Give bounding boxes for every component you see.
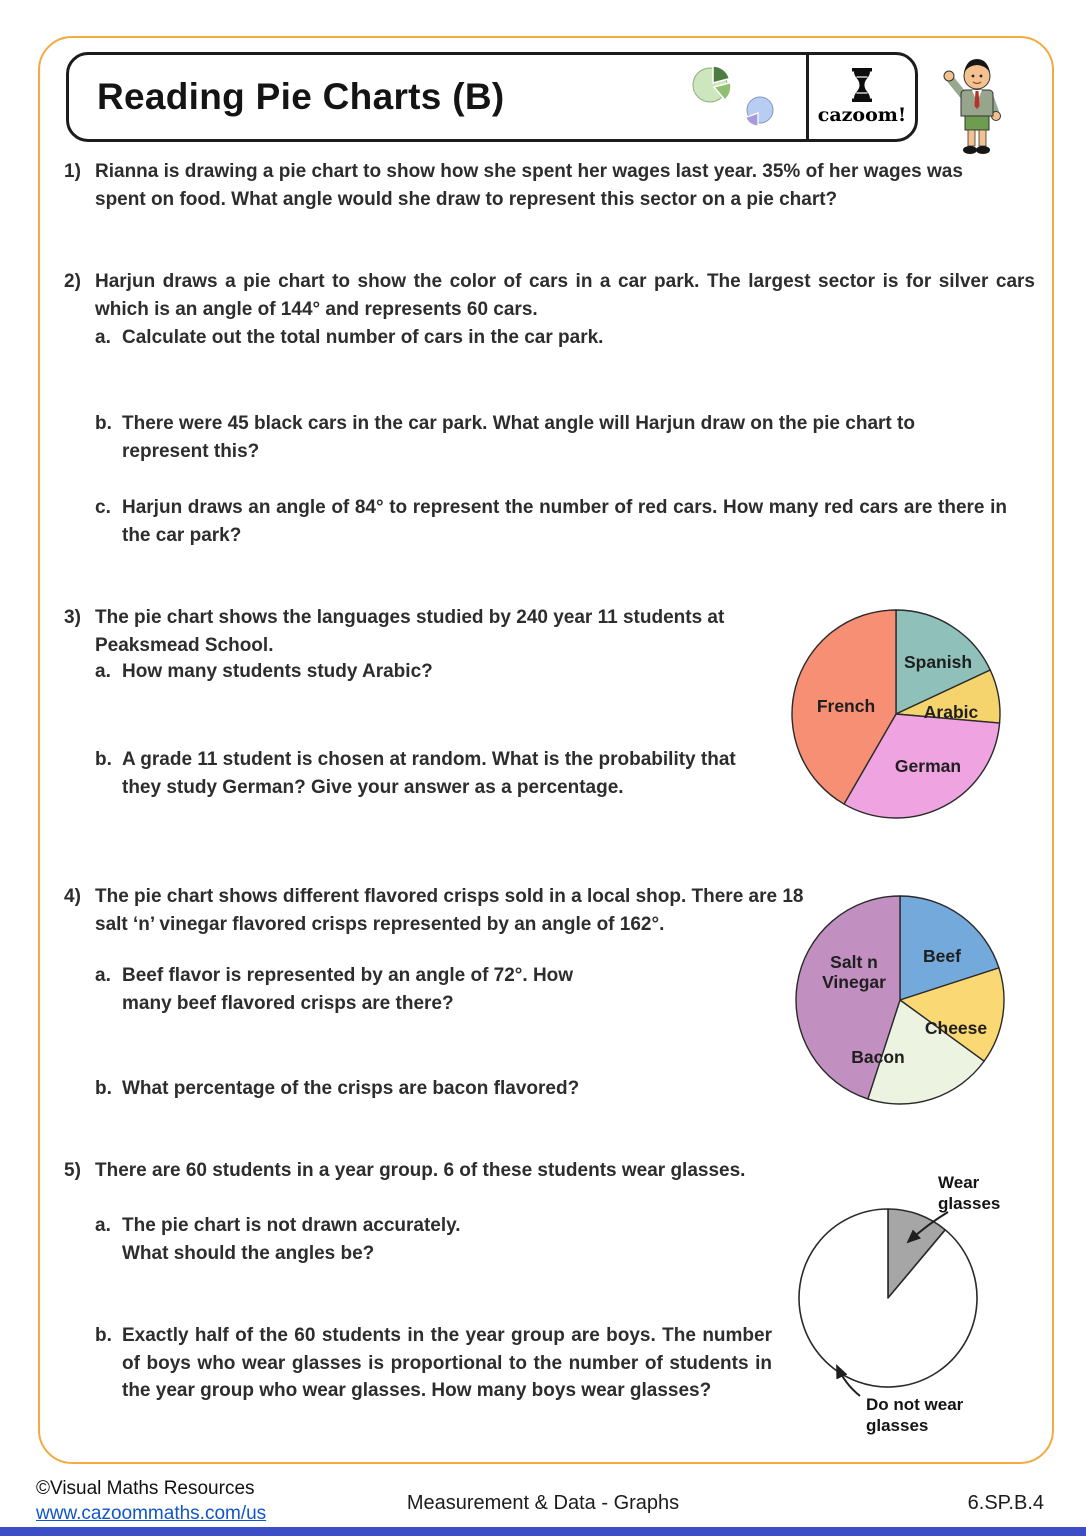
cazoom-logo-text: cazoom! (817, 104, 907, 126)
worksheet-title: Reading Pie Charts (B) (97, 76, 505, 117)
pie-chart-icon-blue (742, 95, 782, 131)
question-2-part-c-text: Harjun draws an angle of 84° to represent the number of red cars. How many red cars are there in the car park? (122, 497, 1007, 546)
cazoom-logo (806, 55, 915, 139)
pie-chart-q3 (788, 606, 1004, 822)
pie-chart-icon-green (688, 61, 738, 107)
question-2-part-c-label: c. (95, 497, 111, 518)
pie-label-beef: Beef (923, 946, 961, 966)
pie-label-arabic: Arabic (923, 702, 979, 722)
question-4-part-a (95, 962, 602, 1017)
question-1 (64, 158, 1015, 213)
question-2-part-b-label: b. (95, 413, 112, 434)
question-1-text: Rianna is drawing a pie chart to show how she spent her wages last year. 35% of her wages was spent on food. What angle would she draw to represent this sector on a pie chart? (95, 161, 963, 210)
question-5-part-b (95, 1322, 772, 1405)
question-3-part-b-label: b. (95, 749, 112, 770)
question-3 (64, 604, 795, 659)
question-2-part-a (95, 324, 922, 352)
question-5-part-a-text: The pie chart is not drawn accurately. What should the angles be? (122, 1215, 461, 1264)
question-5-part-b-text: Exactly half of the 60 students in the year group are boys. The number of boys who wear glasses is proportional to the number of students in the year group who wear glasses. How many boys wear glasses? (122, 1325, 772, 1401)
question-5-part-a-label: a. (95, 1215, 111, 1236)
pie-chart-q5 (790, 1170, 1060, 1438)
question-3-part-a (95, 658, 742, 686)
pie-chart-q4-svg (792, 892, 1008, 1108)
question-3-text: The pie chart shows the languages studied by 240 year 11 students at Peaksmead School. (95, 607, 725, 656)
question-4-part-a-label: a. (95, 965, 111, 986)
worksheet-header (66, 52, 918, 142)
question-5-number: 5) (64, 1160, 81, 1181)
question-4-part-b (95, 1075, 742, 1103)
question-5 (64, 1157, 755, 1185)
question-4-part-b-text: What percentage of the crisps are bacon flavored? (122, 1078, 580, 1099)
question-3-part-a-label: a. (95, 661, 111, 682)
pie-label-cheese: Cheese (924, 1018, 988, 1038)
question-2-part-b-text: There were 45 black cars in the car park. What angle will Harjun draw on the pie chart to represent this? (122, 413, 915, 462)
question-5-part-a (95, 1212, 512, 1267)
website-link[interactable]: www.cazoommaths.com/us (36, 1503, 267, 1524)
question-2-part-c (95, 494, 1007, 549)
pie-label-german: German (894, 756, 962, 776)
copyright-text: ©Visual Maths Resources (36, 1478, 255, 1499)
pie-label-do-not-wear-glasses: Do not wear glasses (866, 1395, 964, 1435)
question-2-text: Harjun draws a pie chart to show the color of cars in a car park. The largest sector is for silver cars which is an angle of 144° and represents 60 cars. (95, 271, 1035, 320)
pie-label-bacon: Bacon (851, 1047, 905, 1067)
question-2 (64, 268, 1035, 323)
question-5-text: There are 60 students in a year group. 6 of these students wear glasses. (95, 1160, 746, 1181)
question-3-part-a-text: How many students study Arabic? (122, 661, 433, 682)
wear-glasses-arrow (908, 1212, 948, 1242)
question-5-part-b-label: b. (95, 1325, 112, 1346)
do-not-wear-glasses-arrow (837, 1366, 860, 1396)
bottom-accent-bar (0, 1527, 1086, 1536)
question-1-number: 1) (64, 161, 81, 182)
question-4-part-a-text: Beef flavor is represented by an angle of 72°. How many beef flavored crisps are there? (122, 965, 574, 1014)
pie-label-spanish: Spanish (903, 652, 973, 672)
question-2-part-a-label: a. (95, 327, 111, 348)
question-2-number: 2) (64, 271, 81, 292)
question-4-text: The pie chart shows different flavored crisps sold in a local shop. There are 18 salt ‘n’ vinegar flavored crisps represented by an angle of 162°. (95, 886, 804, 935)
pie-chart-q4 (792, 892, 1008, 1108)
footer-topic: Measurement & Data - Graphs (406, 1492, 680, 1514)
cazoom-logo-icon (847, 68, 877, 102)
standard-code: 6.SP.B.4 (967, 1492, 1044, 1514)
question-3-part-b-text: A grade 11 student is chosen at random. What is the probability that they study German? Give your answer as a percentage. (122, 749, 736, 798)
question-3-number: 3) (64, 607, 81, 628)
question-2-part-b (95, 410, 1002, 465)
pie-label-wear-glasses: Wear glasses (938, 1173, 1001, 1213)
boy-character-illustration (934, 50, 1018, 162)
pie-label-french: French (816, 696, 876, 716)
question-3-part-b (95, 746, 762, 801)
header-icons (688, 55, 806, 139)
question-4-number: 4) (64, 886, 81, 907)
question-4 (64, 883, 810, 938)
question-4-part-b-label: b. (95, 1078, 112, 1099)
pie-label-salt-n-vinegar: Salt n Vinegar (822, 952, 886, 992)
question-2-part-a-text: Calculate out the total number of cars in the car park. (122, 327, 604, 348)
